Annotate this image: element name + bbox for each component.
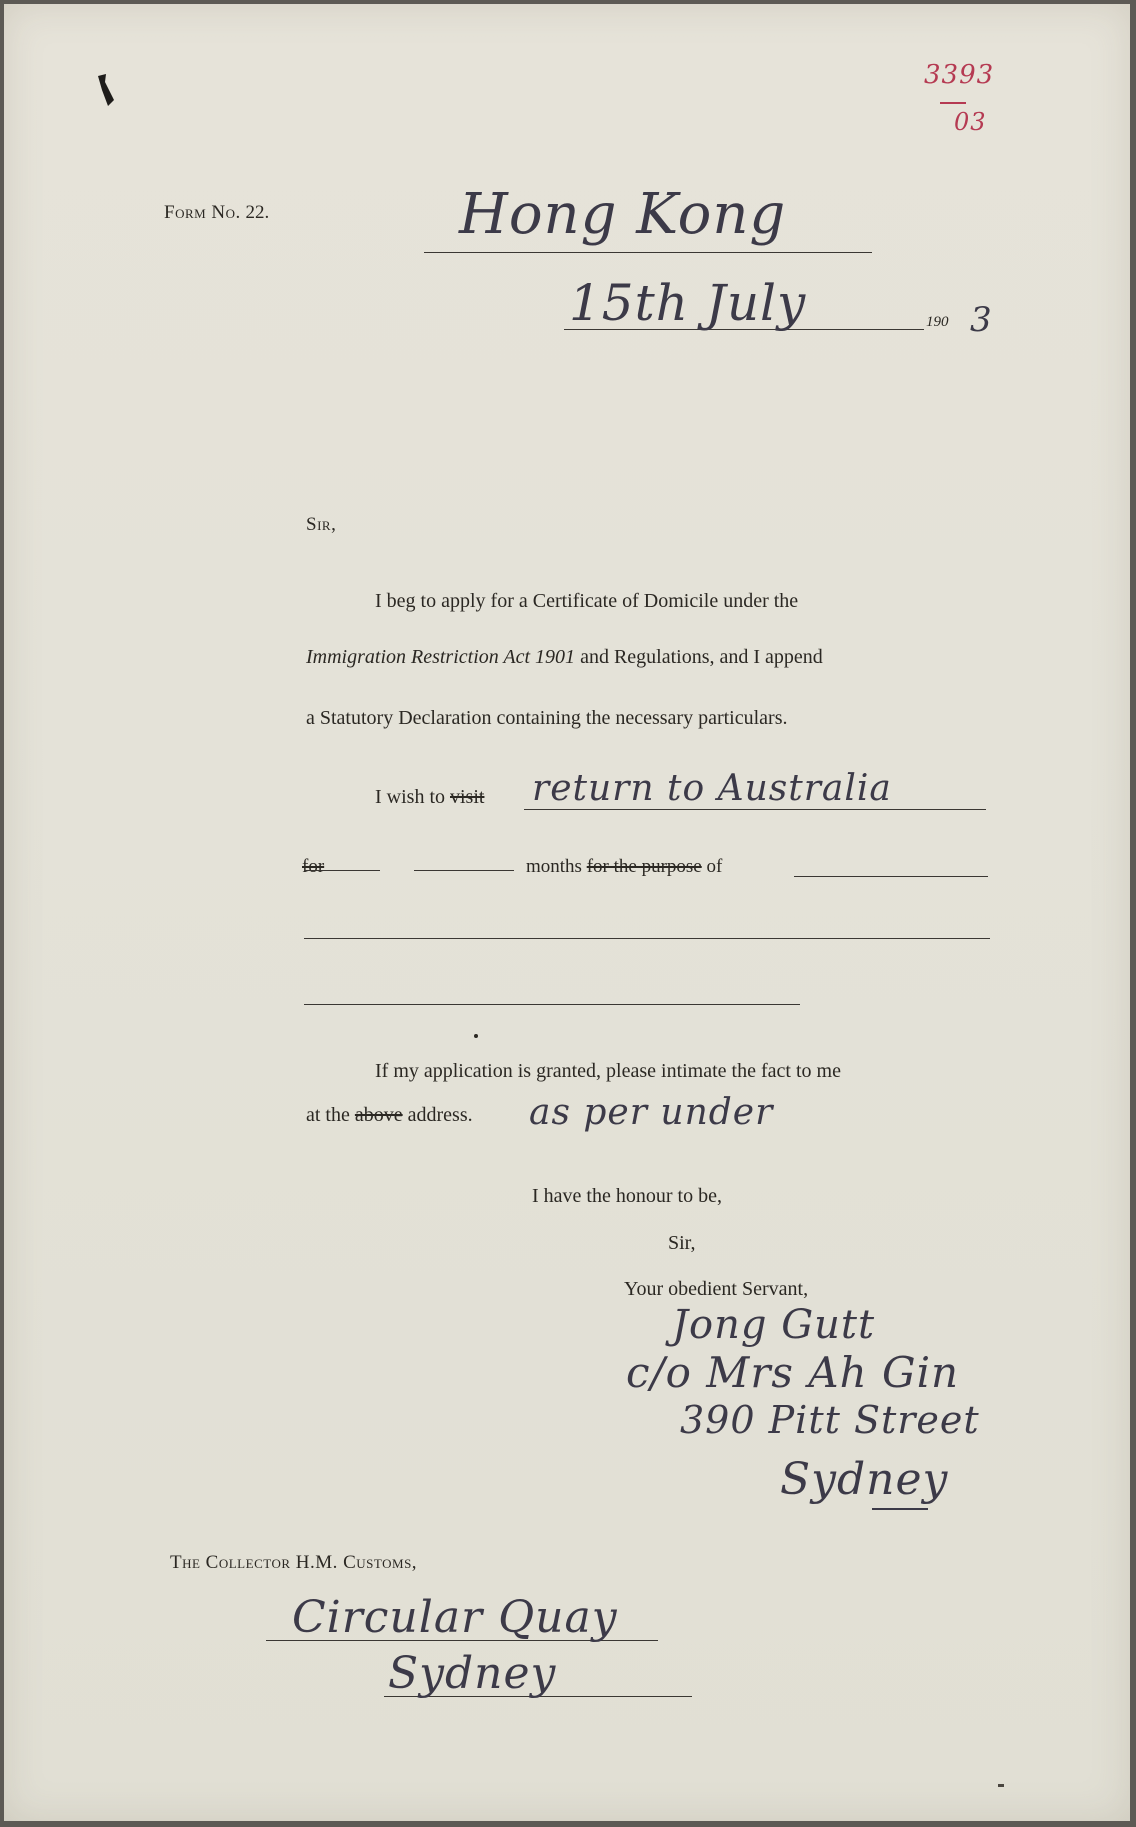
reference-divider	[940, 102, 966, 104]
address-handwritten: as per under	[529, 1092, 774, 1133]
form-number-label: Form No.	[164, 202, 241, 223]
at-the: at the	[306, 1104, 350, 1126]
ink-dot	[474, 1034, 478, 1038]
wish-answer-line	[524, 809, 986, 810]
months-text	[526, 856, 722, 878]
signature-city: Sydney	[780, 1454, 949, 1505]
wish-struck-word: visit	[450, 786, 485, 808]
application-line-2	[306, 1104, 473, 1127]
salutation: Sir,	[306, 514, 337, 535]
body-line-2-rest: and Regulations, and I append	[580, 646, 823, 668]
wish-prefix: I wish to	[375, 786, 445, 808]
wish-line	[375, 786, 484, 809]
address-word: address.	[407, 1104, 473, 1126]
body-line-3: a Statutory Declaration containing the necessary particulars.	[306, 707, 788, 729]
date-handwritten: 15th July	[569, 274, 807, 332]
addressee-place-handwritten: Circular Quay	[292, 1592, 618, 1643]
signature-care-of: c/o Mrs Ah Gin	[626, 1348, 960, 1397]
year-suffix-handwritten: 3	[970, 300, 993, 340]
body-line-2	[306, 646, 823, 669]
addressee-city-handwritten: Sydney	[388, 1648, 557, 1699]
closing-line-3: Your obedient Servant,	[624, 1278, 809, 1300]
application-line-1: If my application is granted, please intimate the fact to me	[375, 1060, 841, 1082]
signature-street: 390 Pitt Street	[680, 1398, 980, 1442]
ink-speck	[998, 1784, 1004, 1787]
closing-line-1: I have the honour to be,	[532, 1185, 722, 1207]
months-blank-2	[414, 870, 514, 871]
purpose-blank-3	[304, 1004, 800, 1005]
place-line	[424, 252, 872, 253]
year-prefix: 190	[926, 314, 949, 330]
above-struck: above	[354, 1104, 403, 1126]
for-struck: for	[302, 856, 325, 877]
signature-underline	[872, 1508, 928, 1510]
months-word: months	[526, 856, 582, 877]
form-number-value: 22.	[245, 202, 270, 223]
file-reference-number: 3393	[924, 60, 995, 90]
closing-line-2: Sir,	[668, 1232, 696, 1254]
form-number	[164, 202, 269, 224]
purpose-blank-2	[304, 938, 990, 939]
body-line-1: I beg to apply for a Certificate of Domicile under the	[375, 590, 799, 612]
wish-handwritten: return to Australia	[532, 768, 892, 809]
purpose-struck: for the purpose	[586, 856, 702, 877]
months-line	[302, 856, 324, 878]
place-handwritten: Hong Kong	[459, 182, 787, 247]
purpose-blank	[794, 876, 988, 877]
of-word: of	[706, 856, 723, 877]
document-page	[4, 4, 1130, 1821]
pin-mark-icon	[92, 70, 122, 114]
file-reference-year: 03	[954, 108, 987, 136]
act-name: Immigration Restriction Act 1901	[306, 646, 576, 668]
signature-name: Jong Gutt	[672, 1302, 876, 1348]
months-blank-1	[304, 870, 380, 871]
addressee: The Collector H.M. Customs,	[170, 1552, 418, 1573]
